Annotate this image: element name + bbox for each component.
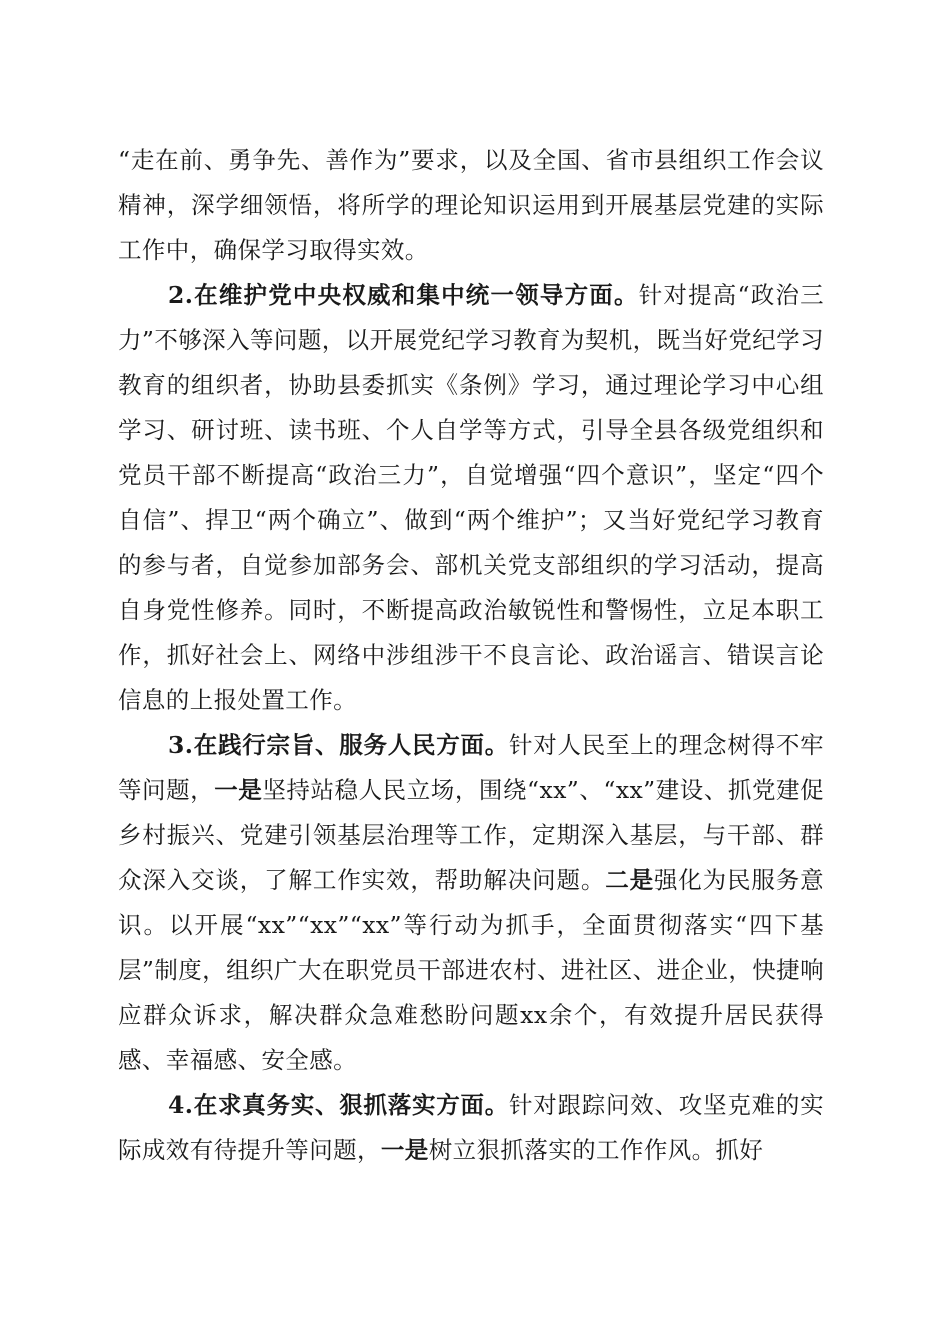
emphasis-text: 一是 (214, 776, 263, 804)
paragraph-text: “走在前、勇争先、善作为”要求，以及全国、省市县组织工作会议精神，深学细领悟，将所学的理论知识运用到开展基层党建的实际工作中，确保学习取得实效。 (118, 146, 824, 264)
item-heading: 2.在维护党中央权威和集中统一领导方面。 (168, 281, 639, 309)
paragraph-text: 强化为民服务意识。以开展“xx”“xx”“xx”等行动为抓手，全面贯彻落实“四下基层”制度，组织广大在职党员干部进农村、进社区、进企业，快捷响应群众诉求，解决群众急难愁盼问题xx余个，有效提升居民获得感、幸福感、安全感。 (118, 866, 824, 1074)
item-heading: 3.在践行宗旨、服务人民方面。 (168, 731, 510, 759)
emphasis-text: 一是 (380, 1136, 429, 1164)
document-page (118, 138, 824, 1173)
emphasis-text: 二是 (605, 866, 654, 894)
paragraph-text: 树立狠抓落实的工作作风。抓好 (428, 1136, 764, 1164)
paragraph-item-3 (118, 723, 824, 1083)
paragraph-text: 针对人民至上的理念树得不牢等问题， (118, 731, 824, 804)
paragraph-continuation (118, 138, 824, 273)
paragraph-text: 坚持站稳人民立场，围绕“xx”、“xx”建设、抓党建促乡村振兴、党建引领基层治理等工作，定期深入基层，与干部、群众深入交谈，了解工作实效，帮助解决问题。 (118, 776, 824, 894)
paragraph-item-2 (118, 273, 824, 723)
paragraph-text: 针对提高“政治三力”不够深入等问题，以开展党纪学习教育为契机，既当好党纪学习教育的组织者，协助县委抓实《条例》学习，通过理论学习中心组学习、研讨班、读书班、个人自学等方式，引导全县各级党组织和党员干部不断提高“政治三力”，自觉增强“四个意识”，坚定“四个自信”、捍卫“两个确立”、做到“两个维护”；又当好党纪学习教育的参与者，自觉参加部务会、部机关党支部组织的学习活动，提高自身党性修养。同时，不断提高政治敏锐性和警惕性，立足本职工作，抓好社会上、网络中涉组涉干不良言论、政治谣言、错误言论信息的上报处置工作。 (118, 281, 824, 714)
item-heading: 4.在求真务实、狠抓落实方面。 (168, 1091, 510, 1119)
paragraph-text: 针对跟踪问效、攻坚克难的实际成效有待提升等问题， (118, 1091, 824, 1164)
paragraph-item-4 (118, 1083, 824, 1173)
